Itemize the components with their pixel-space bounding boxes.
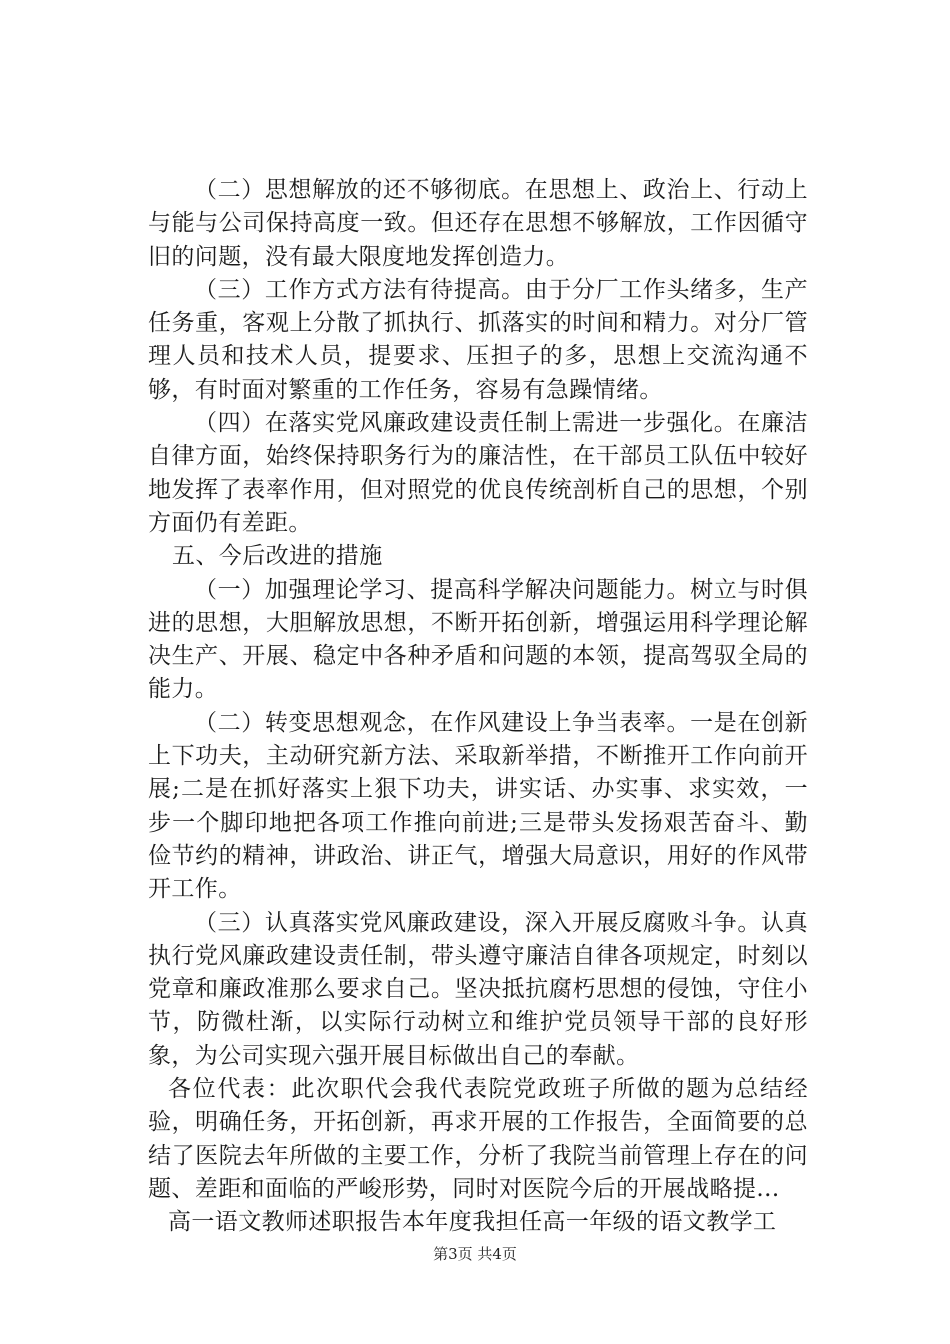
- paragraph-thought-liberation: （二）思想解放的还不够彻底。在思想上、政治上、行动上与能与公司保持高度一致。但还存在思想不够解放，工作因循守旧的问题，没有最大限度地发挥创造力。: [148, 177, 808, 270]
- paragraph-measure-study: （一）加强理论学习、提高科学解决问题能力。树立与时俱进的思想，大胆解放思想，不断开拓创新，增强运用科学理论解决生产、开展、稳定中各种矛盾和问题的本领，提高驾驭全局的能力。: [148, 576, 808, 703]
- paragraph-work-methods: （三）工作方式方法有待提高。由于分厂工作头绪多，生产任务重，客观上分散了抓执行、抓落实的时间和精力。对分厂管理人员和技术人员，提要求、压担子的多，思想上交流沟通不够，有时面对繁重的工作任务，容易有急躁情绪。: [148, 276, 808, 403]
- page-number-footer: 第3页 共4页: [433, 1245, 517, 1263]
- paragraph-measure-style: （二）转变思想观念，在作风建设上争当表率。一是在创新上下功夫，主动研究新方法、采取新举措，不断推开工作向前开展;二是在抓好落实上狠下功夫，讲实话、办实事、求实效，一步一个脚印地把各项工作推向前进;三是带头发扬艰苦奋斗、勤俭节约的精神，讲政治、讲正气，增强大局意识，用好的作风带开工作。: [148, 709, 808, 903]
- excerpt-representatives: 各位代表：此次职代会我代表院党政班子所做的题为总结经验，明确任务，开拓创新，再求开展的工作报告，全面简要的总结了医院去年所做的主要工作，分析了我院当前管理上存在的问题、差距和面临的严峻形势，同时对医院今后的开展战略提...: [148, 1076, 808, 1202]
- paragraph-measure-anticorruption: （三）认真落实党风廉政建设，深入开展反腐败斗争。认真执行党风廉政建设责任制，带头遵守廉洁自律各项规定，时刻以党章和廉政准那么要求自己。坚决抵抗腐朽思想的侵蚀，守住小节，防微杜渐，以实际行动树立和维护党员领导干部的良好形象，为公司实现六强开展目标做出自己的奉献。: [148, 909, 808, 1069]
- excerpt-teacher-report: 高一语文教师述职报告本年度我担任高一年级的语文教学工: [168, 1209, 777, 1236]
- document-body: [148, 174, 808, 1240]
- paragraph-integrity: （四）在落实党风廉政建设责任制上需进一步强化。在廉洁自律方面，始终保持职务行为的廉洁性，在干部员工队伍中较好地发挥了表率作用，但对照党的优良传统剖析自己的思想，个别方面仍有差距。: [148, 410, 808, 536]
- section-heading-improvements: 五、今后改进的措施: [172, 543, 383, 570]
